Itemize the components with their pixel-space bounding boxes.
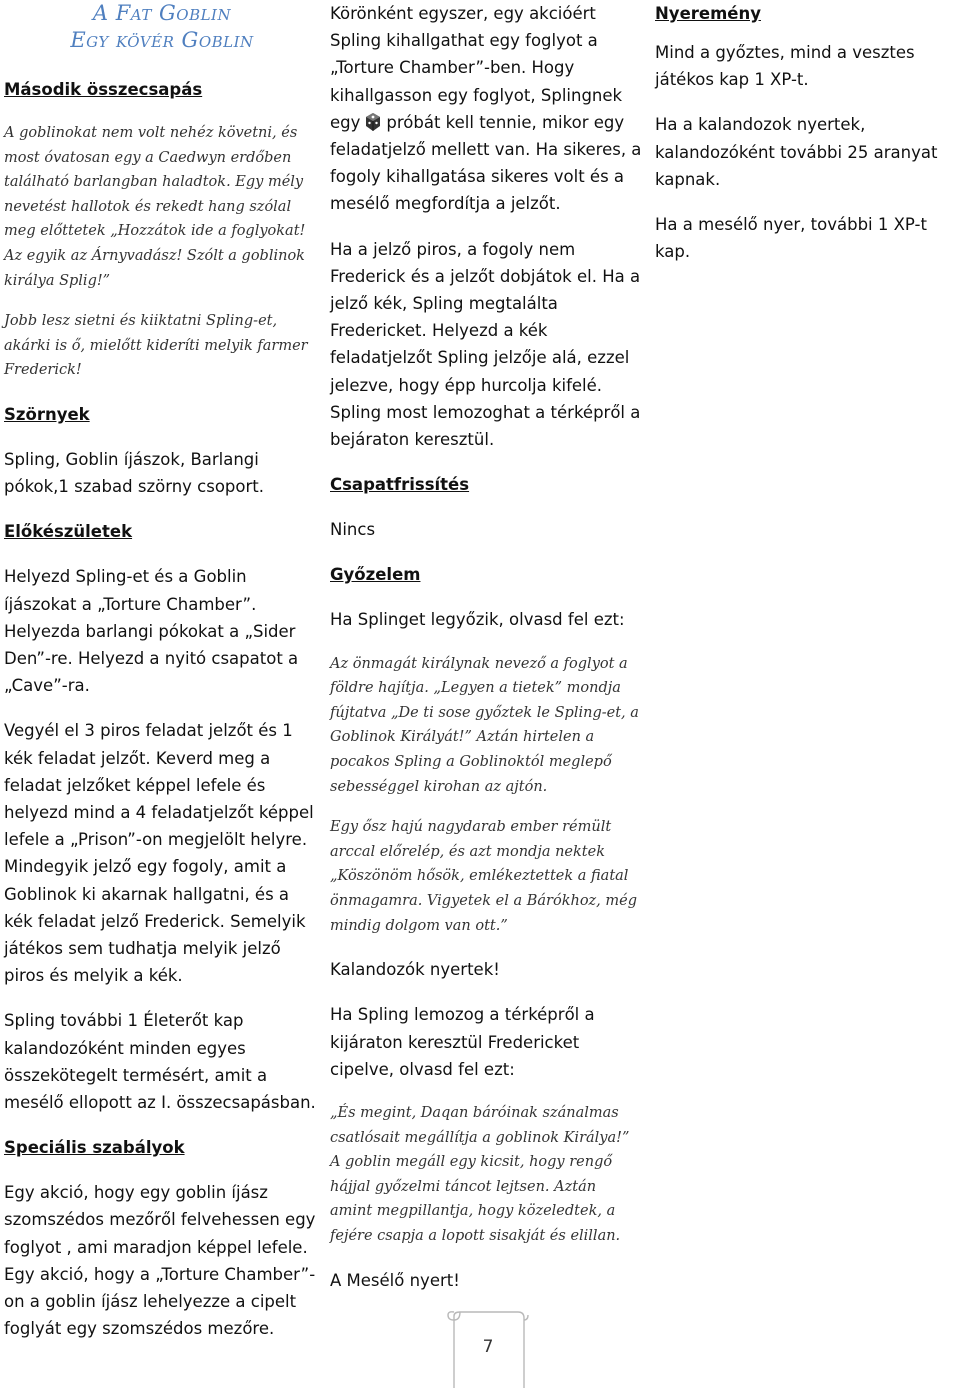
interrogate-rule: [330, 0, 642, 218]
token-rule: Ha a jelző piros, a fogoly nem Frederick és a jelzőt dobjátok el. Ha a jelző kék, Spling megtalálta Fredericket. Helyezd a kék feladatjelzőt Spling jelzője alá, ezzel jelezve, hogy épp hurcolja kifelé. Spling most lemozoghat a térképről a bejáraton keresztül.: [330, 239, 641, 450]
overlord-story: „És megint, Daqan báróinak szánalmas csatlósait megállítja a goblinok Királya!” A goblin megáll egy kicsit, hogy rengő hájjal győzelmi táncot lejtsen. Aztán amint megpillantja, hogy közeledtek, a fejére csapja a lopott sisakját és elillan.: [330, 1105, 630, 1244]
intro-story-1: A goblinokat nem volt nehéz követni, és most óvatosan egy a Caedwyn erdőben található barlangban haladtok. Egy mély nevetést hallotok és rekedt hang szólal meg előttetek „Hozzátok ide a foglyokat! Az egyik az Árnyvadász! Szólt a goblinok királya Splig!”: [4, 125, 306, 289]
reward-text-1: Mind a győztes, mind a vesztes játékos kap 1 XP-t.: [655, 43, 915, 90]
monsters-text: Spling, Goblin íjászok, Barlangi pókok,1 szabad szörny csoport.: [4, 449, 264, 497]
heading-encounter: Második összecsapás: [4, 80, 203, 99]
title-hungarian: Egy kövér Goblin: [70, 28, 254, 52]
heading-monsters: Szörnyek: [4, 404, 90, 424]
heading-victory: Győzelem: [330, 565, 421, 585]
setup-text-2: Vegyél el 3 piros feladat jelzőt és 1 kék feladat jelzőt. Keverd meg a feladat jelzőket képpel lefele és helyezd mind a 4 feladatjelzőt képpel lefele a „Prison”-on megjelölt helyre. Mindegyik jelző egy fogoly, amit a Goblinok ki akarnak hallgatni, és a kék feladat jelző Frederick. Semelyik játékos sem tudhatja melyik jelző piros és melyik a kék.: [4, 721, 314, 986]
escape-intro: Ha Spling lemozog a térképről a kijáraton keresztül Fredericket cipelve, olvasd fel ezt:: [330, 1005, 595, 1079]
right-column: [655, 0, 960, 265]
heading-party-update: Csapatfrissítés: [330, 475, 470, 495]
left-column: [4, 0, 320, 1342]
setup-text-3: Spling további 1 Életerőt kap kalandozóként minden egyes összekötegelt termésért, amit a mesélő ellopott az I. összecsapásban.: [4, 1011, 316, 1112]
victory-story-1: Az önmagát királynak nevező a foglyot a földre hajítja. „Legyen a tietek” mondja fújtatva „De ti sose győztek le Spling-et, a Goblinok Királyát!” Aztán hirtelen a pocakos Spling a Goblinoktól meglepő sebességgel kirohan az ajtón.: [330, 655, 639, 795]
title-english: A Fat Goblin: [92, 1, 232, 25]
reward-text-3: Ha a mesélő nyer, további 1 XP-t kap.: [655, 215, 927, 262]
middle-column: [330, 0, 642, 1294]
interrogate-rule-b: próbát kell tennie, mikor egy feladatjelző mellett van. Ha sikeres, a fogoly kihallgatása sikeres volt és a mesélő megfordítja a jelzőt.: [330, 112, 642, 214]
reward-text-2: Ha a kalandozok nyertek, kalandozóként további 25 aranyat kapnak.: [655, 115, 938, 189]
intro-story-2: Jobb lesz sietni és kiiktatni Spling-et, akárki is ő, mielőtt kideríti melyik farmer Frederick!: [4, 313, 308, 379]
black-die-icon: [364, 112, 382, 132]
party-update-text: Nincs: [330, 520, 376, 540]
victory-story-2: Egy ősz hajú nagydarab ember rémült arccal előrelép, és azt mondja nektek „Köszönöm hősök, emlékeztettek a fiatal önmagamra. Vigyetek el a Bárókhoz, még mindig dolgom van ott.”: [330, 819, 638, 934]
victory-intro: Ha Splinget legyőzik, olvasd fel ezt:: [330, 610, 625, 630]
heading-special-rules: Speciális szabályok: [4, 1138, 185, 1158]
heading-reward: Nyeremény: [655, 4, 761, 23]
page-number-frame: [446, 1310, 530, 1390]
overlord-win-text: A Mesélő nyert!: [330, 1270, 460, 1290]
setup-text-1: Helyezd Spling-et és a Goblin íjászokat a „Torture Chamber”. Helyezda barlangi pókokat a „Sider Den”-re. Helyezd a nyitó csapatot a „Cave”-ra.: [4, 567, 299, 696]
page-number: 7: [482, 1337, 494, 1357]
interrogate-rule-a: Körönként egyszer, egy akcióért Spling kihallgathat egy foglyot a „Torture Chamber”-ben. Hogy kihallgasson egy foglyot, Splingnek egy: [330, 4, 623, 132]
heading-setup: Előkészületek: [4, 522, 133, 542]
special-rules-text: Egy akció, hogy egy goblin íjász szomszédos mezőről felvehessen egy foglyot , ami maradjon képpel lefele. Egy akció, hogy a „Torture Chamber”-on a goblin íjász lehelyezze a cipelt foglyát egy szomszédos mezőre.: [4, 1183, 316, 1339]
heroes-win-text: Kalandozók nyertek!: [330, 960, 500, 980]
